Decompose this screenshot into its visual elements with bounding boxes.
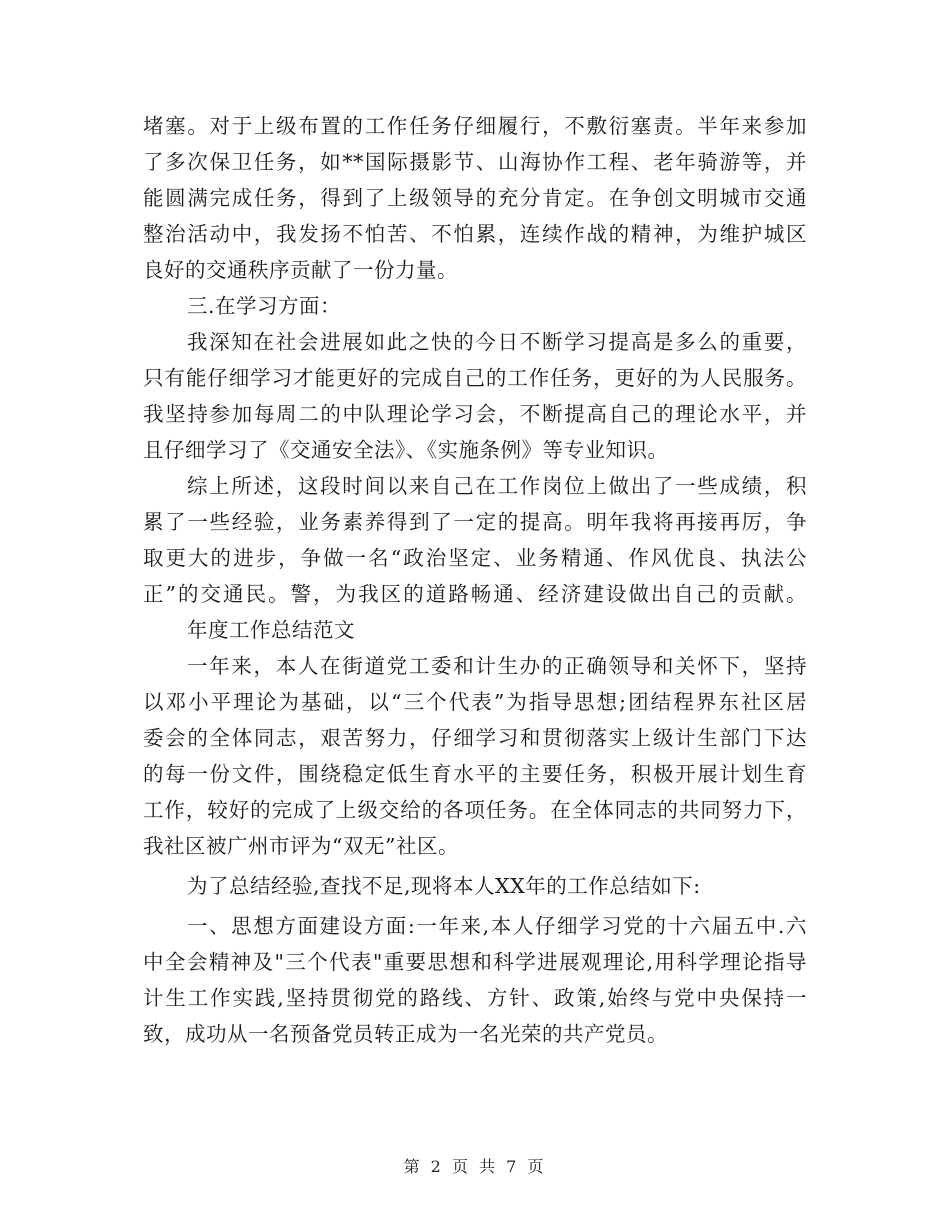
text-line: 良好的交通秩序贡献了一份力量。 xyxy=(143,258,458,282)
text-line: 工作，较好的完成了上级交给的各项任务。在全体同志的共同努力下， xyxy=(143,798,807,822)
section-heading: 三.在学习方面： xyxy=(187,294,342,318)
text-line: 致，成功从一名预备党员转正成为一名光荣的共产党员。 xyxy=(143,1022,668,1046)
text-line: 堵塞。对于上级布置的工作任务仔细履行，不敷衍塞责。半年来参加 xyxy=(143,114,807,138)
text-line: 计生工作实践,坚持贯彻党的路线、方针、政策,始终与党中央保持一 xyxy=(143,986,807,1010)
text-line: 能圆满完成任务，得到了上级领导的充分肯定。在争创文明城市交通 xyxy=(143,186,807,210)
section-heading: 年度工作总结范文 xyxy=(187,618,355,642)
text-line: 委会的全体同志，艰苦努力，仔细学习和贯彻落实上级计生部门下达 xyxy=(143,726,807,750)
page-number: 第 2 页 共 7 页 xyxy=(403,1157,547,1176)
text-line: 我坚持参加每周二的中队理论学习会，不断提高自己的理论水平，并 xyxy=(143,402,807,426)
text-line: 累了一些经验，业务素养得到了一定的提高。明年我将再接再厉，争 xyxy=(143,510,807,534)
text-line: 为了总结经验,查找不足,现将本人XX年的工作总结如下: xyxy=(187,874,701,898)
text-line: 了多次保卫任务，如**国际摄影节、山海协作工程、老年骑游等，并 xyxy=(143,150,807,174)
text-line: 中全会精神及"三个代表"重要思想和科学进展观理论,用科学理论指导 xyxy=(143,950,807,974)
text-line: 以邓小平理论为基础，以“三个代表”为指导思想;团结程界东社区居 xyxy=(143,690,807,714)
text-line: 正”的交通民。警，为我区的道路畅通、经济建设做出自己的贡献。 xyxy=(143,582,807,606)
text-line: 我社区被广州市评为“双无”社区。 xyxy=(143,834,459,858)
text-line: 只有能仔细学习才能更好的完成自己的工作任务，更好的为人民服务。 xyxy=(143,366,807,390)
text-line: 取更大的进步，争做一名“政治坚定、业务精通、作风优良、执法公 xyxy=(143,546,807,570)
text-line: 我深知在社会进展如此之快的今日不断学习提高是多么的重要， xyxy=(187,330,807,354)
text-line: 且仔细学习了《交通安全法》、《实施条例》等专业知识。 xyxy=(143,438,669,462)
text-line: 的每一份文件，围绕稳定低生育水平的主要任务，积极开展计划生育 xyxy=(143,762,807,786)
text-line: 一年来，本人在街道党工委和计生办的正确领导和关怀下，坚持 xyxy=(187,654,807,678)
text-line: 一、思想方面建设方面:一年来,本人仔细学习党的十六届五中.六 xyxy=(187,914,807,938)
text-line: 整治活动中，我发扬不怕苦、不怕累，连续作战的精神，为维护城区 xyxy=(143,222,807,246)
document-body xyxy=(143,108,807,1052)
text-line: 综上所述，这段时间以来自己在工作岗位上做出了一些成绩，积 xyxy=(187,474,807,498)
